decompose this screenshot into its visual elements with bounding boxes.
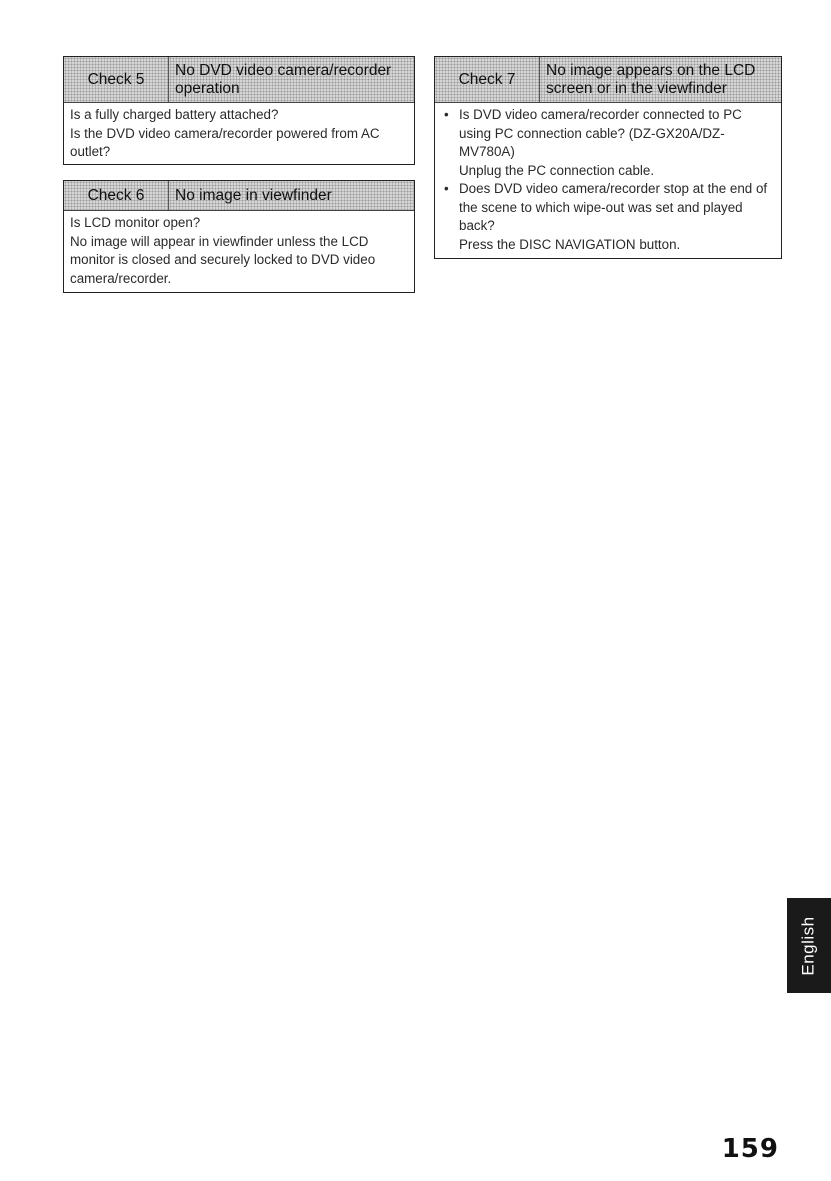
- check5-body: [64, 103, 414, 166]
- check7-box: [434, 56, 782, 259]
- check6-line-1: Is LCD monitor open?: [70, 215, 201, 230]
- check6-title: No image in viewfinder: [175, 186, 332, 204]
- language-side-tab-label: English: [799, 915, 819, 976]
- check6-label: Check 6: [64, 181, 169, 210]
- check5-title: No DVD video camera/recorder operation: [175, 61, 392, 97]
- check5-label: Check 5: [64, 57, 169, 102]
- check6-box: [63, 180, 415, 293]
- check7-item-1-answer: Unplug the PC connection cable.: [459, 162, 655, 178]
- check7-label: Check 7: [435, 57, 540, 102]
- check5-line-2: Is the DVD video camera/recorder powered from AC outlet?: [70, 125, 380, 159]
- check7-item-1-question: • Is DVD video camera/recorder connected to PC using PC connection cable? (DZ-GX20A/DZ-MV780A): [441, 106, 775, 162]
- check7-title: No image appears on the LCD screen or in the viewfinder: [546, 61, 756, 97]
- check6-header: [64, 181, 414, 211]
- page-number: 159: [721, 1134, 779, 1164]
- check5-line-1: Is a fully charged battery attached?: [70, 107, 279, 122]
- check7-header: [435, 57, 781, 103]
- language-side-tab: [787, 898, 831, 993]
- check5-box: [63, 56, 415, 165]
- check6-body: [64, 211, 414, 292]
- check6-line-2: No image will appear in viewfinder unless the LCD monitor is closed and securely locked to DVD video camera/recorder.: [70, 233, 376, 286]
- check5-header: [64, 57, 414, 103]
- check7-item-2-question: • Does DVD video camera/recorder stop at the end of the scene to which wipe-out was set and played back?: [441, 180, 775, 236]
- check7-body: [435, 103, 781, 258]
- check7-item-2-answer: Press the DISC NAVIGATION button.: [459, 236, 681, 252]
